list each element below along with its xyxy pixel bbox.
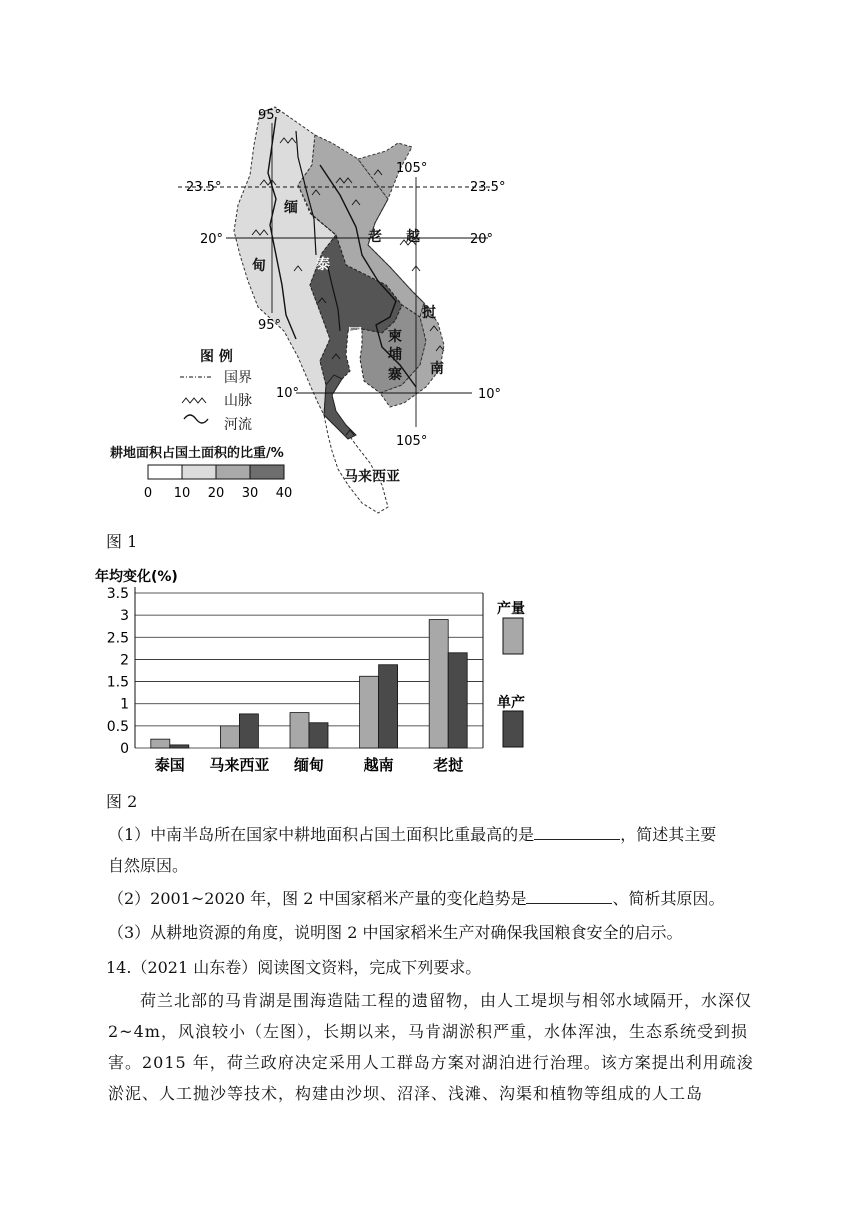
lon-95-bottom: 95°	[258, 318, 282, 333]
river-symbol-icon	[184, 415, 208, 423]
scale-tick-label: 40	[275, 486, 293, 501]
scale-tick-label: 30	[241, 486, 259, 501]
legend-title: 图 例	[200, 349, 233, 365]
figure1-caption: 图 1	[106, 532, 138, 551]
lat-10-right: 10°	[478, 387, 502, 402]
bar-output	[290, 713, 309, 748]
bar-yield	[448, 653, 467, 748]
label-laos-1: 老	[368, 229, 382, 245]
question-2-text-a: （2）2001~2020 年，图 2 中国家稻米产量的变化趋势是	[108, 889, 527, 908]
southeast-asia-map	[100, 95, 530, 525]
scale-bar	[144, 465, 292, 501]
mountain-symbol-icon	[182, 398, 206, 403]
question-2	[108, 886, 724, 909]
lat-23-left: 23.5°	[186, 180, 222, 195]
lon-95-top: 95°	[258, 108, 282, 123]
lat-20-right: 20°	[470, 232, 494, 247]
y-tick-label: 3.5	[106, 586, 129, 602]
lon-105-top: 105°	[396, 161, 428, 176]
label-thai-1: 泰	[316, 257, 330, 273]
x-tick-label: 老挝	[433, 756, 464, 774]
chart-ylabel: 年均变化(%)	[95, 569, 178, 585]
label-cam-3: 寨	[388, 367, 402, 383]
x-tick-label: 马来西亚	[209, 756, 270, 774]
question-1-text-b: ，简述其主要	[620, 825, 717, 844]
figure2-caption: 图 2	[106, 792, 138, 811]
bar-yield	[309, 723, 328, 748]
passage-text: 荷兰北部的马肯湖是围海造陆工程的遗留物，由人工堤坝与相邻水域隔开，水深仅 2~4m，风浪较小（左图），长期以来，马肯湖淤积严重，水体浑浊，生态系统受到损害。2015 年，荷兰政府决定采用人工群岛方案对湖泊进行治理。该方案提出利用疏浚淤泥、人工抛沙等技术，构建由沙坝、沼泽、浅滩、沟渠和植物等组成的人工岛	[108, 991, 754, 1103]
legend-output-swatch	[503, 618, 523, 654]
bar-output	[151, 739, 170, 748]
legend-output-label: 产量	[497, 601, 525, 617]
y-tick-label: 1.5	[106, 674, 129, 691]
bar-output	[360, 676, 379, 748]
question-3: （3）从耕地资源的角度，说明图 2 中国家稻米生产对确保我国粮食安全的启示。	[108, 923, 683, 942]
lat-23-right: 23.5°	[470, 180, 506, 195]
y-tick-label: 1	[120, 696, 129, 713]
legend-border: 国界	[224, 370, 252, 386]
legend-yield-swatch	[503, 711, 523, 747]
question-1-line2: 自然原因。	[108, 856, 189, 875]
y-tick-label: 2	[120, 652, 129, 669]
bar-yield	[379, 665, 398, 748]
lat-20-left: 20°	[200, 232, 224, 247]
label-viet-1: 越	[406, 229, 420, 245]
x-tick-label: 缅甸	[293, 756, 325, 774]
y-tick-label: 0	[120, 741, 129, 757]
map-legend	[110, 348, 284, 461]
answer-blank-1[interactable]	[534, 825, 620, 840]
x-tick-label: 泰国	[154, 756, 185, 774]
scale-title: 耕地面积占国土面积的比重/%	[110, 446, 284, 461]
y-tick-label: 2.5	[106, 630, 129, 647]
bar-yield	[170, 745, 189, 748]
legend-river: 河流	[224, 417, 252, 433]
label-cam-1: 柬	[388, 329, 402, 345]
label-laos-2: 挝	[422, 305, 436, 321]
label-burma-2: 甸	[252, 258, 266, 274]
question-1-text-a: （1）中南半岛所在国家中耕地面积占国土面积比重最高的是	[108, 825, 535, 844]
answer-blank-2[interactable]	[526, 889, 612, 904]
label-burma-1: 缅	[284, 200, 298, 216]
bar-yield	[239, 714, 258, 748]
label-malaysia: 马来西亚	[344, 469, 400, 485]
legend-yield-label: 单产	[497, 695, 525, 711]
scale-tick-label: 10	[173, 486, 191, 501]
malaysia-region	[324, 415, 388, 513]
chart-xlabels	[155, 756, 463, 774]
scale-swatch	[148, 465, 182, 479]
scale-tick-label: 0	[143, 486, 153, 501]
bar-output	[220, 726, 239, 748]
scale-swatch	[216, 465, 250, 479]
question-2-text-b: 、简析其原因。	[612, 889, 725, 908]
rice-change-chart	[95, 565, 555, 780]
lon-105-bottom: 105°	[396, 434, 428, 449]
x-tick-label: 越南	[363, 756, 394, 774]
chart-bars	[151, 620, 467, 748]
y-tick-label: 3	[120, 608, 129, 625]
label-viet-2: 南	[430, 361, 444, 377]
label-thai-2: 国	[348, 327, 362, 343]
scale-swatch	[250, 465, 284, 479]
scale-tick-label: 20	[207, 486, 225, 501]
lat-10-left: 10°	[276, 386, 300, 401]
question-14-header: 14.（2021 山东卷）阅读图文资料，完成下列要求。	[106, 958, 482, 977]
y-tick-label: 0.5	[106, 718, 129, 735]
passage-paragraph	[108, 985, 758, 1109]
label-cam-2: 埔	[388, 347, 402, 363]
question-1-line1	[108, 822, 716, 845]
chart-yticks	[107, 586, 129, 757]
bar-output	[429, 620, 448, 748]
legend-mountain: 山脉	[224, 393, 252, 409]
scale-swatch	[182, 465, 216, 479]
